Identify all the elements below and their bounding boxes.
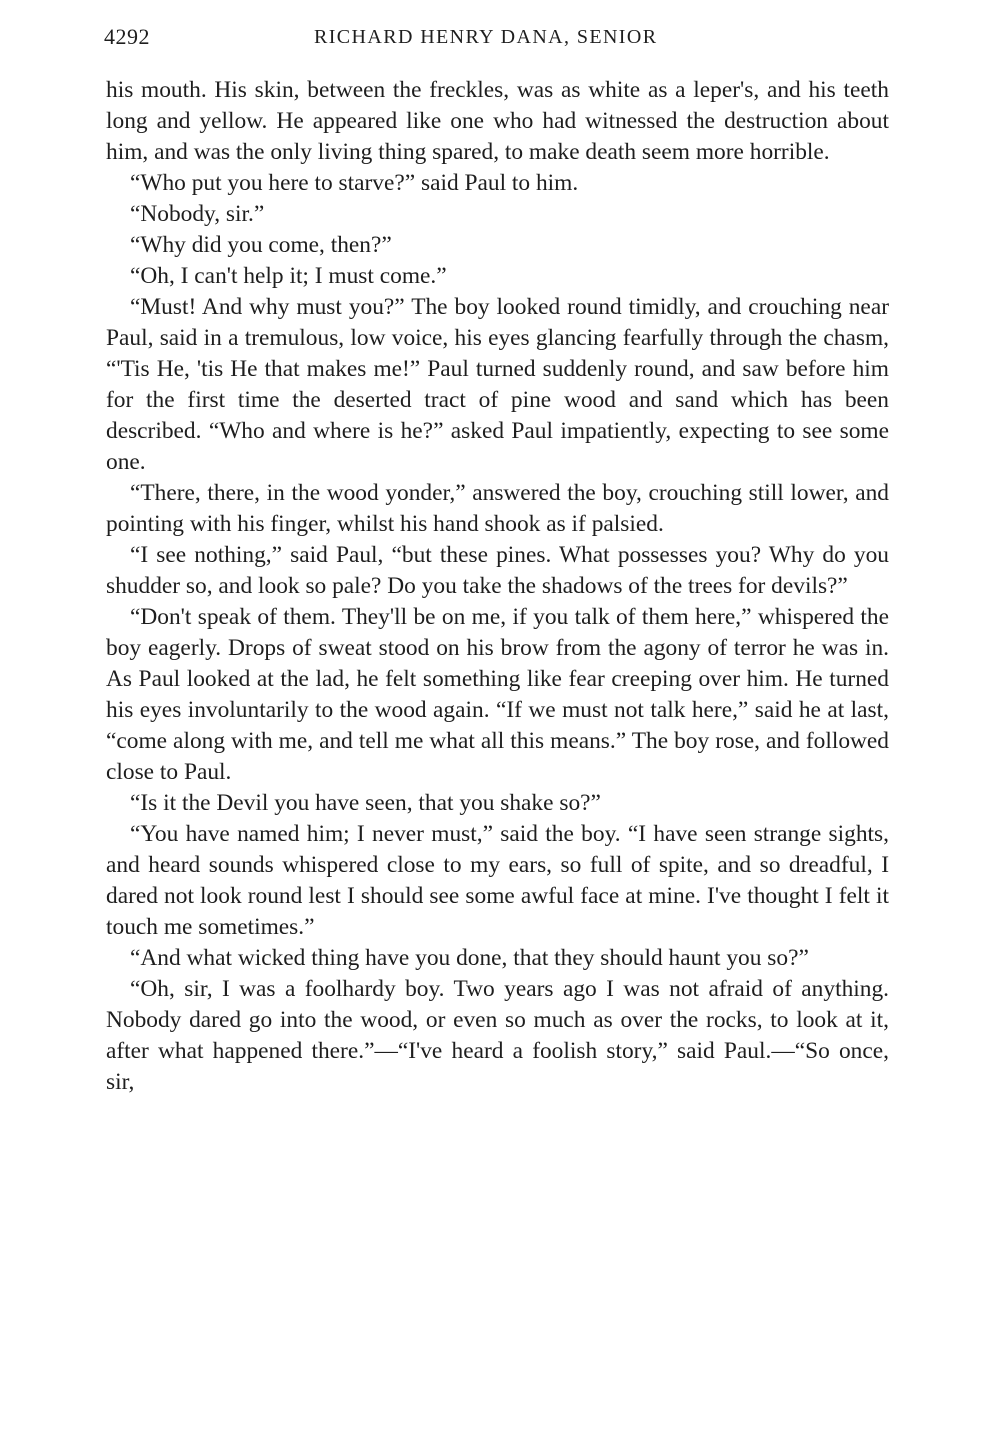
paragraph: “Oh, I can't help it; I must come.” xyxy=(130,263,447,289)
paragraph: “Nobody, sir.” xyxy=(130,201,265,227)
paragraph: “You have named him; I never must,” said the boy. “I have seen strange sights, and heard sounds whispered close to my ears, so full of spite, and so dreadful, I dared not look round lest I should see some awful face at mine. I've thought I felt it touch me sometimes.” xyxy=(106,821,889,940)
paragraph: “I see nothing,” said Paul, “but these pines. What possesses you? Why do you shudder so, and look so pale? Do you take the shadows of the trees for devils?” xyxy=(106,542,889,599)
paragraph: “Why did you come, then?” xyxy=(130,232,392,258)
body-text xyxy=(106,75,889,1098)
paragraph: “Must! And why must you?” The boy looked round timidly, and crouching near Paul, said in a tremulous, low voice, his eyes glancing fearfully through the chasm, “'Tis He, 'tis He that makes me!” Paul turned suddenly round, and saw before him for the first time the deserted tract of pine wood and sand which has been described. “Who and where is he?” asked Paul impatiently, expecting to see some one. xyxy=(106,294,889,475)
paragraph: “There, there, in the wood yonder,” answered the boy, crouching still lower, and pointing with his finger, whilst his hand shook as if palsied. xyxy=(106,480,889,537)
paragraph: “Oh, sir, I was a foolhardy boy. Two years ago I was not afraid of anything. Nobody dared go into the wood, or even so much as over the rocks, to look at it, after what happened there.”—“I've heard a foolish story,” said Paul.—“So once, sir, xyxy=(106,976,889,1095)
running-head: RICHARD HENRY DANA, SENIOR xyxy=(314,26,658,48)
paragraph: “Don't speak of them. They'll be on me, if you talk of them here,” whispered the boy eagerly. Drops of sweat stood on his brow from the agony of terror he was in. As Paul looked at the lad, he felt something like fear creeping over him. He turned his eyes involuntarily to the wood again. “If we must not talk here,” said he at last, “come along with me, and tell me what all this means.” The boy rose, and followed close to Paul. xyxy=(106,604,889,785)
paragraph: “And what wicked thing have you done, that they should haunt you so?” xyxy=(130,945,809,971)
page-number: 4292 xyxy=(104,24,150,49)
paragraph: “Is it the Devil you have seen, that you shake so?” xyxy=(130,790,601,816)
paragraph: “Who put you here to starve?” said Paul to him. xyxy=(130,170,579,196)
paragraph: his mouth. His skin, between the freckles, was as white as a leper's, and his teeth long and yellow. He appeared like one who had witnessed the destruction about him, and was the only living thing spared, to make death seem more horrible. xyxy=(106,77,889,165)
page-header xyxy=(104,24,884,56)
